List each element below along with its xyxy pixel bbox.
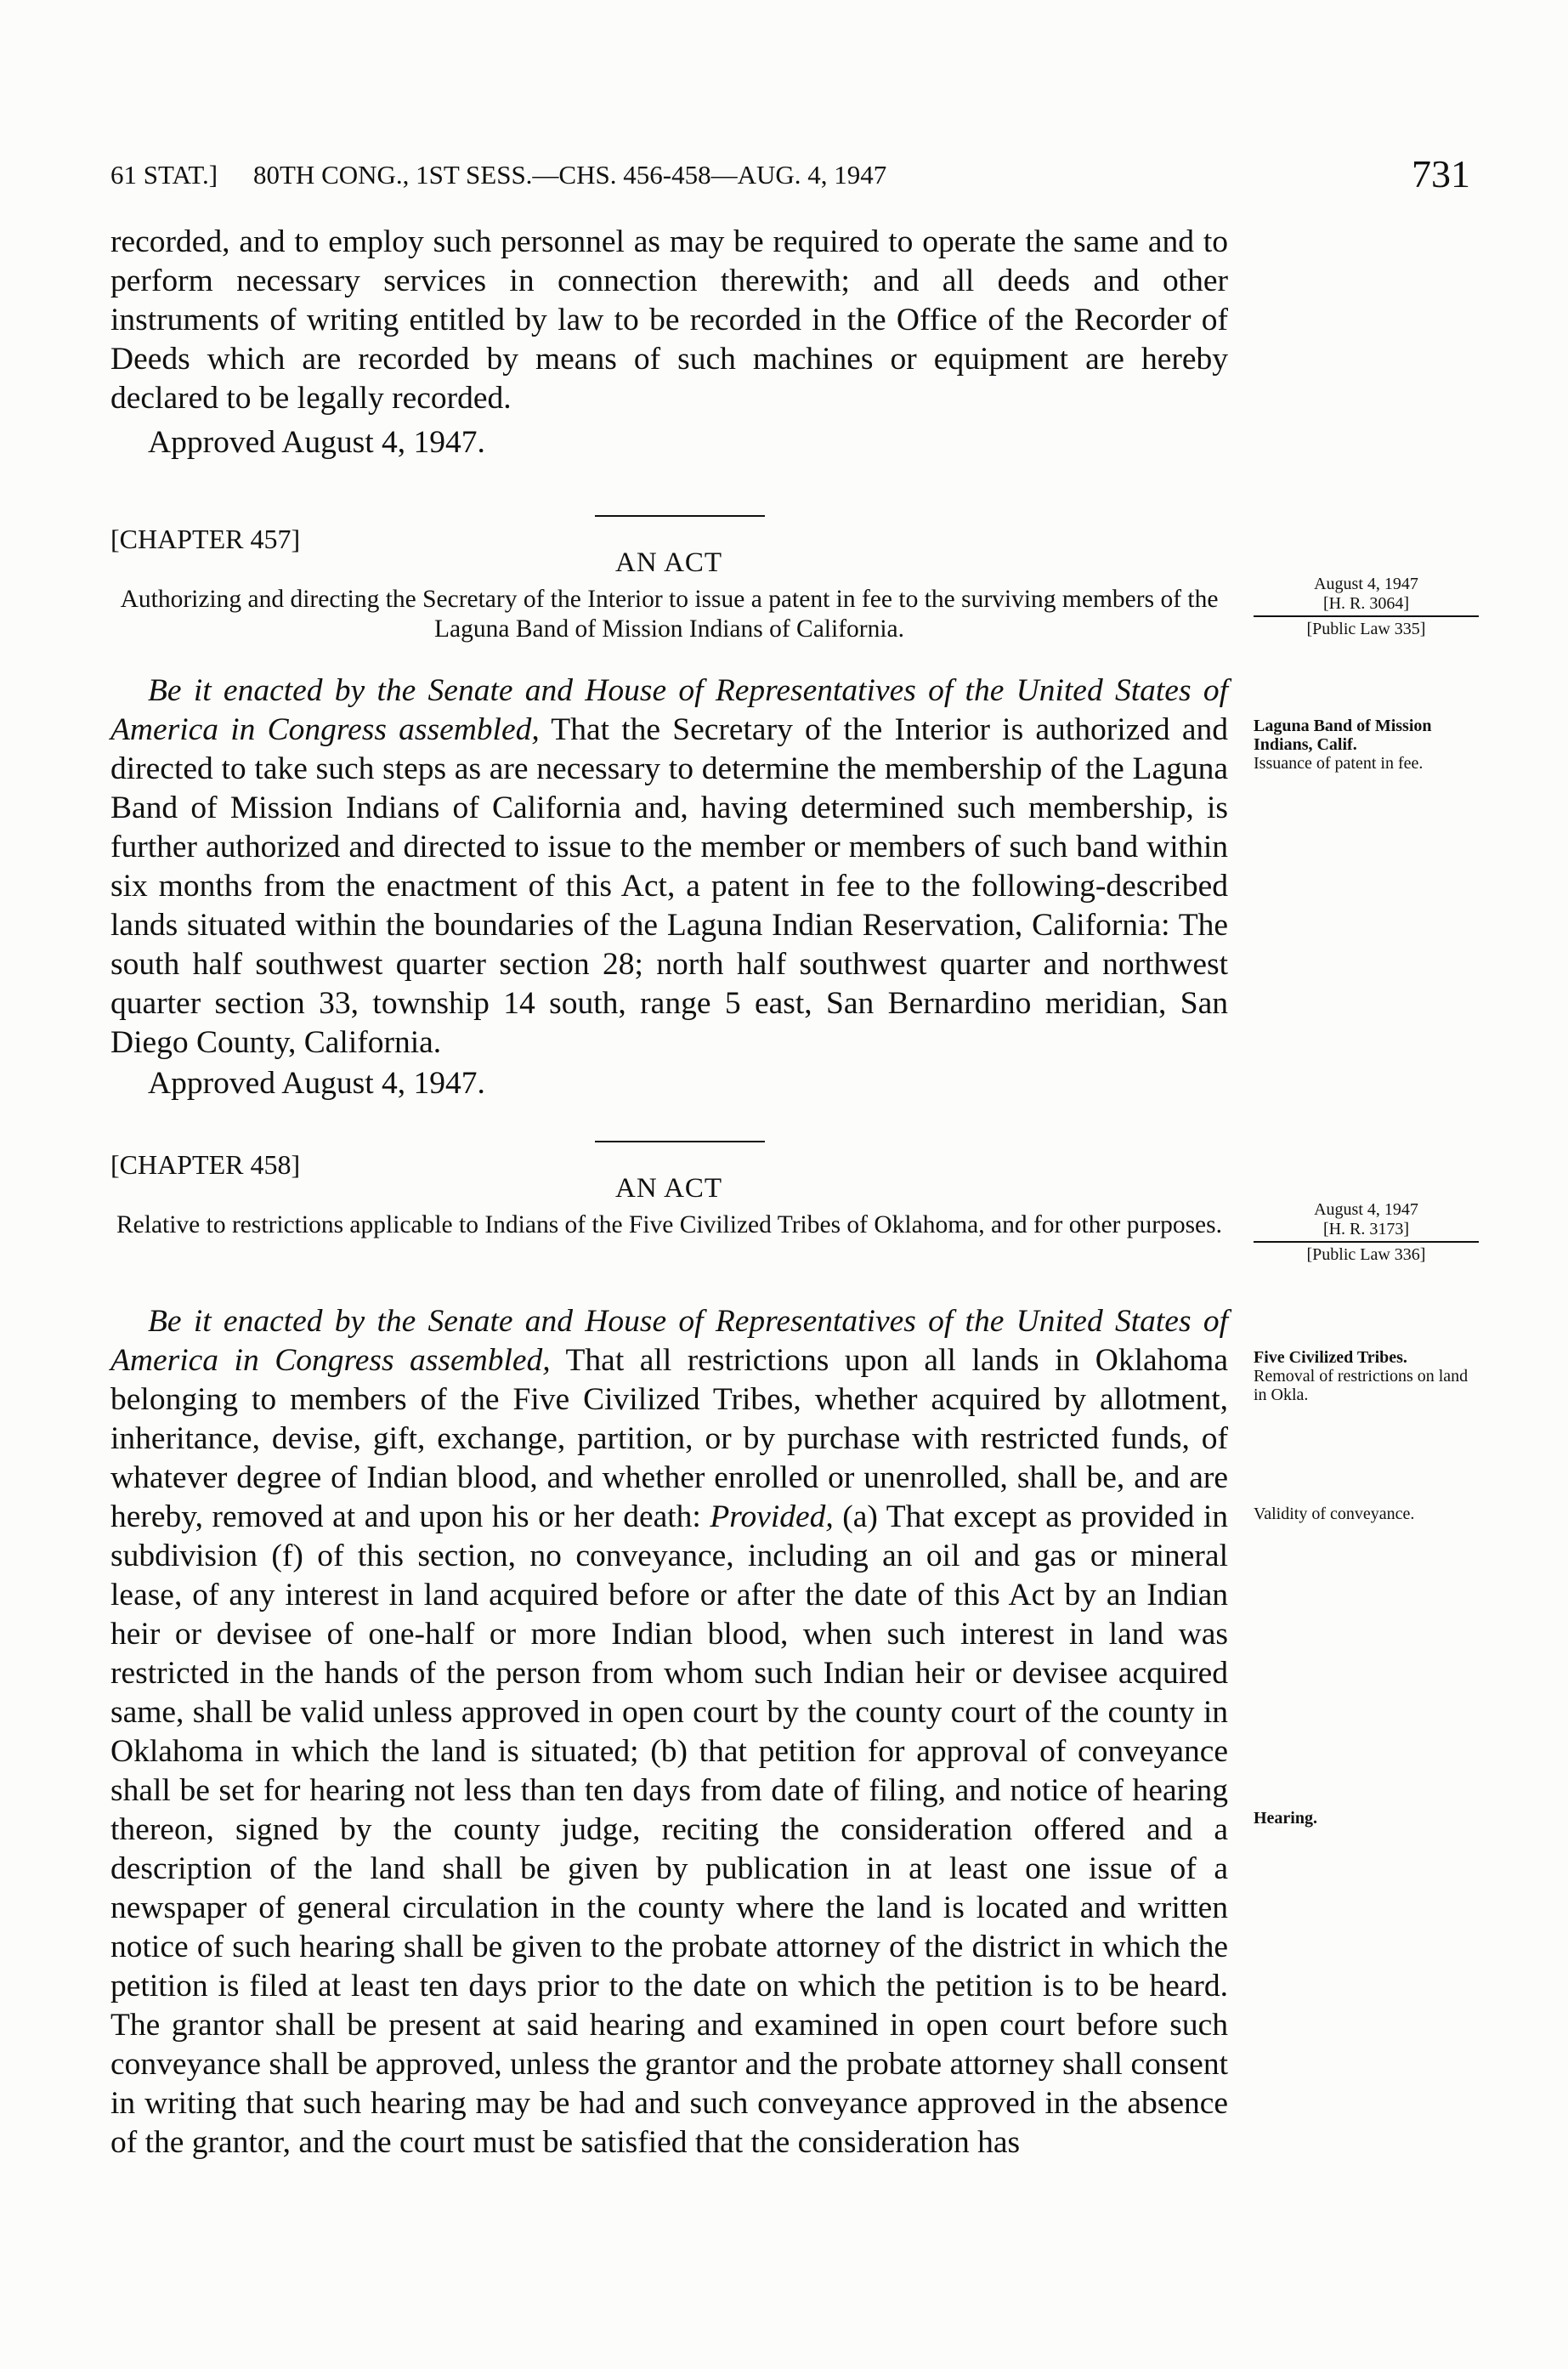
chapter-heading: [CHAPTER 458] (110, 1149, 301, 1180)
margin-citation (1254, 1200, 1479, 1265)
section-divider (595, 515, 765, 517)
act-paragraph (110, 672, 1228, 1063)
approval-date: August 4, 1947 (1314, 1200, 1418, 1219)
public-law: [Public Law 336] (1306, 1245, 1426, 1264)
margin-note-subject: Issuance of patent in fee. (1254, 754, 1424, 773)
act-text-continued: (a) That except as provided in subdivision (f) of this section, no conveyance, including an oil and gas or mineral lease, of any interest in land acquired before or after the date of this Act by an Indian heir or devisee of one-half or more Indian blood, when such interest in land was restricted in the hands of the person from whom such Indian heir or devisee acquired same, shall be valid unless approved in open court by the county court of the county in Oklahoma in which the land is situated; (b) that petition for approval of conveyance shall be set for hearing not less than ten days from date of filing, and notice of hearing thereon, signed by the county judge, reciting the consideration offered and a description of the land shall be given by publication in at least one issue of a newspaper of general circulation in the county where the land is located and written notice of such hearing shall be given to the probate attorney of the district in which the petition is filed at least ten days prior to the date on which the petition is to be heard. The grantor shall be present at said hearing and examined in open court before such conveyance shall be approved, unless the grantor and the probate attorney shall consent in writing that such hearing may be had and such conveyance approved in the absence of the grantor, and the court must be satisfied that the consideration has (110, 1499, 1228, 2160)
margin-rule (1254, 615, 1479, 617)
page-number: 731 (1412, 152, 1470, 196)
running-head (110, 151, 1470, 202)
margin-note (1254, 1348, 1479, 1404)
margin-citation (1254, 575, 1479, 639)
act-text: That the Secretary of the Interior is authorized and directed to take such steps as are necessary to determine the membership of the Laguna Band of Mission Indians of California and, having determined such membership, is further authorized and directed to issue to the member or members of such band within six months from the enactment of this Act, a patent in fee to the following-described lands situated within the boundaries of the Laguna Indian Reservation, California: The south half southwest quarter section 28; north half southwest quarter and northwest quarter section 33, township 14 south, range 5 east, San Bernardino meridian, San Diego County, California. (110, 712, 1229, 1060)
act-text: That all restrictions upon all lands in Oklahoma belonging to members of the Five Civilized Tribes, whether acquired by allotment, inheritance, devise, gift, exchange, partition, or by purchase with restricted funds, of whatever degree of Indian blood, and whether enrolled or unenrolled, shall be, and are hereby, removed at and upon his or her death: (110, 1343, 1228, 1534)
act-body (110, 1302, 1228, 2162)
act-title: Relative to restrictions applicable to Indians of the Five Civilized Tribes of Oklahoma, and for other purposes. (116, 1211, 1222, 1238)
act-body (110, 672, 1228, 1103)
margin-note-heading: Hearing. (1254, 1809, 1317, 1828)
act-title: Authorizing and directing the Secretary of the Interior to issue a patent in fee to the surviving members of the Laguna Band of Mission Indians of California. (120, 586, 1219, 643)
approval-line: Approved August 4, 1947. (148, 1066, 485, 1101)
margin-note (1254, 1809, 1479, 1828)
margin-rule (1254, 1241, 1479, 1243)
act-paragraph (110, 1302, 1228, 2162)
margin-note (1254, 717, 1479, 773)
statute-citation: 61 STAT.] (110, 160, 218, 190)
section-divider (595, 1141, 765, 1142)
enacting-clause: Be it enacted by the Senate and House of Representatives of the United States of America in Congress assembled, (110, 1304, 1228, 1378)
act-heading: AN ACT (615, 547, 723, 578)
session-line: 80TH CONG., 1ST SESS.—CHS. 456-458—AUG. 4, 1947 (253, 160, 887, 190)
chapter-heading: [CHAPTER 457] (110, 524, 301, 554)
public-law: [Public Law 335] (1306, 620, 1426, 638)
approval-date: August 4, 1947 (1314, 575, 1418, 593)
proviso: Provided, (710, 1499, 834, 1534)
act-heading: AN ACT (615, 1173, 723, 1204)
margin-note (1254, 1505, 1479, 1523)
margin-note-heading: Five Civilized Tribes. (1254, 1348, 1407, 1367)
continuation-text: recorded, and to employ such personnel as may be required to operate the same and to perform necessary services in connection therewith; and all deeds and other instruments of writing entitled by law to be recorded in the Office of the Recorder of Deeds which are recorded by means of such machines or equipment are hereby declared to be legally recorded. (110, 224, 1228, 416)
bill-number: [H. R. 3173] (1322, 1220, 1410, 1238)
margin-note-subject: Removal of restrictions on land in Okla. (1254, 1367, 1469, 1404)
bill-number: [H. R. 3064] (1322, 594, 1410, 613)
margin-note-subject: Validity of conveyance. (1254, 1505, 1415, 1523)
enacting-clause: Be it enacted by the Senate and House of Representatives of the United States of America in Congress assembled, (110, 673, 1228, 747)
approval-line: Approved August 4, 1947. (148, 425, 485, 460)
continuation-block (110, 223, 1228, 462)
margin-note-heading: Laguna Band of Mission Indians, Calif. (1254, 717, 1432, 754)
